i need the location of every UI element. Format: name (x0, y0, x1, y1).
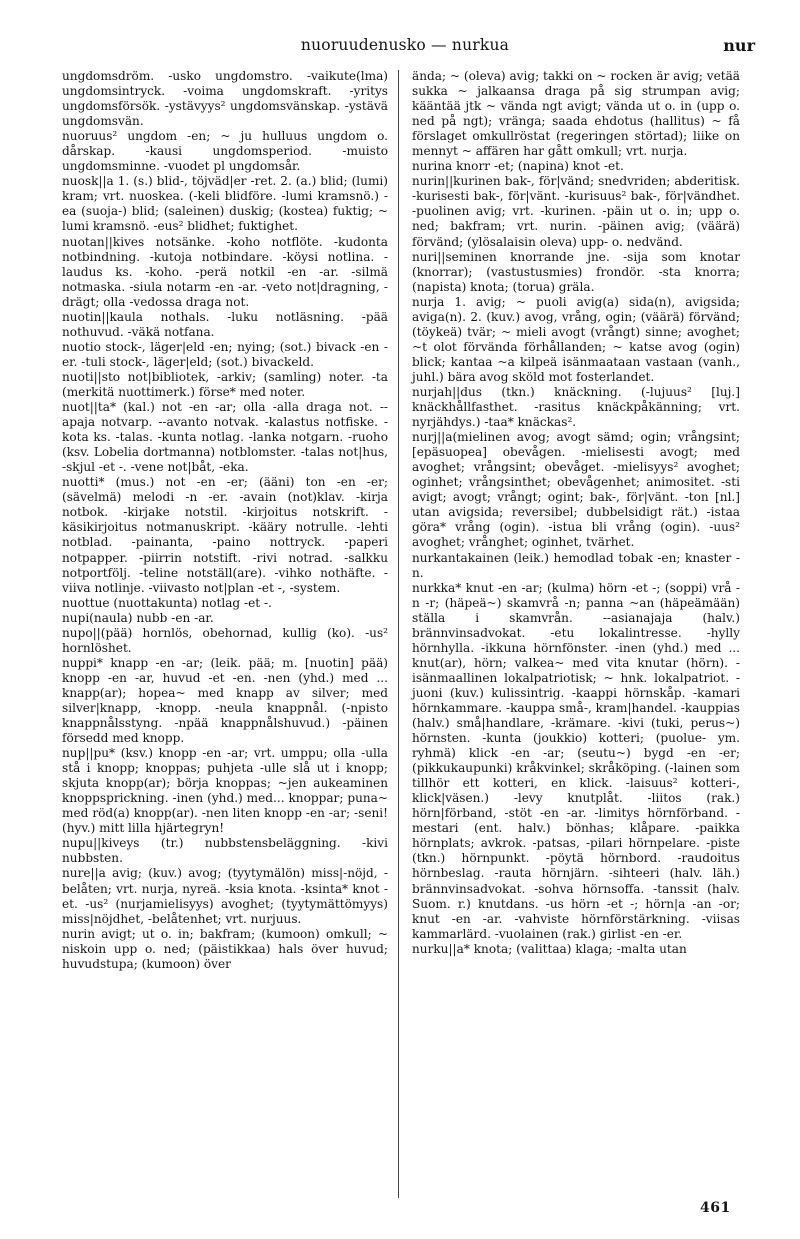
dictionary-entry: nurin avigt; ut o. in; bakfram; (kumoon) omkull; ~ niskoin upp o. ned; (päistikkaa) hals över huvud; huvudstupa; (kumoon) över (62, 926, 388, 971)
dictionary-entry: nuoruus² ungdom -en; ~ ju hulluus ungdom o. dårskap. -kausi ungdomsperiod. -muisto ungdomsminne. -vuodet pl ungdomsår. (62, 129, 388, 174)
dictionary-entry: nuotan||kives notsänke. -koho notflöte. -kudonta notbindning. -kutoja notbindare. -köysi notlina. -laudus ks. -koho. -perä notkil -en -ar. -silmä notmaska. -siula notarm -en -ar. -veto not|dragning, -drägt; olla -vedossa draga not. (62, 234, 388, 309)
dictionary-entry: nuottue (nuottakunta) notlag -et -. (62, 595, 272, 610)
right-column (412, 69, 740, 957)
dictionary-entry: nupi(naula) nubb -en -ar. (62, 610, 214, 625)
dictionary-entry: ungdomsdröm. -usko ungdomstro. -vaikute(lma) ungdomsintryck. -voima ungdomskraft. -yritys ungdomsförsök. -ystävyys² ungdomsvänskap. -ystävä ungdomsvän. (62, 69, 388, 129)
dictionary-entry: nup||pu* (ksv.) knopp -en -ar; vrt. umppu; olla -ulla stå i knopp; knoppas; puhjeta -ulle slå ut i knopp; skjuta knopp(ar); börja knoppas; ~jen aukeaminen knoppsprickning. -inen (yhd.) med... knoppar; puna~ med röd(a) knopp(ar). -nen liten knopp -en -ar; -seni! (hyv.) mitt lilla hjärtegryn! (62, 746, 388, 836)
dictionary-entry: nurja 1. avig; ~ puoli avig(a) sida(n), avigsida; aviga(n). 2. (kuv.) avog, vrång, ogin; (väärä) förvänd; (töykeä) tvär; ~ mieli avogt (vrångt) sinne; avoghet; ~t olot förvända förhållanden; ~ katse avog (ogin) blick; kantaa ~a kilpeä isänmaataan vastaan (vanh., juhl.) bära avog sköld mot fosterlandet. (412, 294, 740, 384)
dictionary-entry: nurkka* knut -en -ar; (kulma) hörn -et -; (soppi) vrå -n -r; (häpeä~) skamvrå -n; panna ~an (häpeämään) ställa i skamvrån. --asianajaja (halv.) brännvinsadvokat. -etu lokalintresse. -hylly hörnhylla. -ikkuna hörnfönster. -inen (yhd.) med ... knut(ar), hörn; valkea~ med vita knutar (hörn). -isänmaallinen lokalpatriotisk; ~ hnk. lokalpatriot. -juoni (kuv.) kulissintrig. -kaappi hörnskåp. -kamari hörnkammare. -kauppa små-, kram|handel. -kauppias (halv.) små|handlare, -krämare. -kivi (tuki, perus~) hörnsten. -kunta (joukkio) kotteri; (puolue- ym. ryhmä) klick -en -ar; (seutu~) bygd -en -er; (pikkukaupunki) kråkvinkel; skråköping. (-lainen som tillhör ett kotteri, en klick. -laisuus² kotteri-, klick|väsen.) -levy knutplåt. -liitos (rak.) hörn|förband, -stöt -en -ar. -limitys hörnförband. -mestari (ent. halv.) bönhas; klåpare. -paikka hörnplats; avkrok. -patsas, -pilari hörnpelare. -piste (tkn.) hörnpunkt. -pöytä hörnbord. -raudoitus hörnbeslag. -rauta hörnjärn. -sihteeri (halv. läh.) brännvinsadvokat. -sohva hörnsoffa. -tanssit (halv. Suom. r.) knutdans. -us hörn -et -; hörn|a -an -or; knut -en -ar. -vahviste hörnförstärkning. -viisas kammarlärd. -vuolainen (rak.) girlist -en -er. (412, 580, 740, 941)
dictionary-entry: nure||a avig; (kuv.) avog; (tyytymälön) miss|-nöjd, -belåten; vrt. nurja, nyreä. -ksia knota. -ksinta* knot -et. -us² (nurjamielisyys) avoghet; (tyytymättömyys) miss|nöjdhet, -belåtenhet; vrt. nurjuus. (62, 866, 388, 926)
dictionary-entry: nuot||ta* (kal.) not -en -ar; olla -alla draga not. --apaja notvarp. --avanto notvak. -kalastus notfiske. -kota ks. -talas. -kunta notlag. -lanka notgarn. -ruoho (ksv. Lobelia dortmanna) notblomster. -talas not|hus, -skjul -et -. -vene not|båt, -eka. (62, 400, 388, 475)
dictionary-entry: nurku||a* knota; (valittaa) klaga; -malta utan (412, 941, 687, 956)
page-number: 461 (700, 1200, 731, 1216)
dictionary-entry: nuotti* (mus.) not -en -er; (ääni) ton -en -er; (sävelmä) melodi -n -er. -avain (not)klav. -kirja notbok. -kirjake notstil. -kirjoitus notskrift. -käsikirjoitus notmanuskript. -kääry notrulle. -lehti notblad. -painanta, -paino nottryck. -paperi notpapper. -piirrin notstift. -rivi notrad. -salkku notportfölj. -teline notställ(are). -vihko nothäfte. -viiva notlinje. -viivasto not|plan -et -, -system. (62, 475, 388, 595)
dictionary-entry: nurj||a(mielinen avog; avogt sämd; ogin; vrångsint; [epäsuopea] obevågen. -mielisesti avogt; med avoghet; vrångsint; obevåget. -mielisyys² avoghet; oginhet; vrångsinthet; obevågenhet; animositet. -sti avigt; avogt; vrångt; ogint; bak-, för|vänt. -ton [nl.] utan avigsida; reversibel; dubbelsidigt rät.) -istaa göra* vrång (ogin). -istua bli vrång (ogin). -uus² avoghet; vrånghet; oginhet, tvärhet. (412, 430, 740, 550)
dictionary-entry: ända; ~ (oleva) avig; takki on ~ rocken är avig; vetää sukka ~ jalkaansa draga på sig strumpan avig; kääntää jtk ~ vända ngt avigt; vända ut o. in (upp o. ned på ngt); vränga; saada ehdotus (hallitus) ~ få förslaget omkullröstat (regeringen störtad); liike on mennyt ~ affären har gått omkull; vrt. nurja. (412, 69, 741, 159)
dictionary-entry: nuotio stock-, läger|eld -en; nying; (sot.) bivack -en -er. -tuli stock-, läger|eld; (sot.) bivackeld. (62, 339, 388, 369)
dictionary-entry: nuosk||a 1. (s.) blid-, töjväd|er -ret. 2. (a.) blid; (lumi) kram; vrt. nuoskea. (-keli blidföre. -lumi kramsnö.) -ea (suoja-) blid; (saleinen) duskig; (kostea) fuktig; ~ lumi kramsnö. -eus² blidhet; fuktighet. (62, 174, 388, 234)
dictionary-entry: nuotin||kaula nothals. -luku notläsning. -pää nothuvud. -väkä notfana. (62, 309, 388, 339)
header-guide-word: nur (723, 36, 755, 55)
dictionary-entry: nurina knorr -et; (napina) knot -et. (412, 159, 624, 174)
dictionary-entry: nuoti||sto not|bibliotek, -arkiv; (samling) noter. -ta (merkitä nuottimerk.) förse* med noter. (62, 369, 388, 399)
dictionary-entry: nurin||kurinen bak-, för|vänd; snedvriden; abderitisk. -kurisesti bak-, för|vänt. -kurisuus² bak-, för|vändhet. -puolinen avig; vrt. -kurinen. -päin ut o. in; upp o. ned; bakfram; vrt. nurin. -päinen avig; (väärä) förvänd; (ylösalaisin oleva) upp- o. nedvänd. (412, 174, 740, 249)
dictionary-entry: nuppi* knapp -en -ar; (leik. pää; m. [nuotin] pää) knopp -en -ar, huvud -et -en. -nen (yhd.) med ... knapp(ar); hopea~ med knapp av silver; med silver|knapp, -knopp. -neula knappnål. (-npisto knappnålsstyng. -npää knappnålshuvud.) -päinen försedd med knopp. (62, 655, 388, 746)
column-divider (398, 70, 399, 1198)
left-column (62, 69, 388, 972)
dictionary-entry: nupo||(pää) hornlös, obehornad, kullig (ko). -us² hornlöshet. (62, 625, 388, 655)
dictionary-entry: nupu||kiveys (tr.) nubbstensbeläggning. -kivi nubbsten. (62, 836, 388, 866)
running-header (55, 36, 755, 60)
dictionary-entry: nuri||seminen knorrande jne. -sija som knotar (knorrar); (vastustusmies) frondör. -sta knorra; (napista) knota; (torua) gräla. (412, 249, 740, 294)
header-title: nuoruudenusko — nurkua (300, 36, 510, 54)
dictionary-entry: nurjah||dus (tkn.) knäckning. (-lujuus² [luj.] knäckhållfasthet. -rasitus knäckpåkänning; vrt. nyrjähdys.) -taa* knäckas². (412, 384, 740, 430)
dictionary-entry: nurkantakainen (leik.) hemodlad tobak -en; knaster -n. (412, 550, 740, 580)
